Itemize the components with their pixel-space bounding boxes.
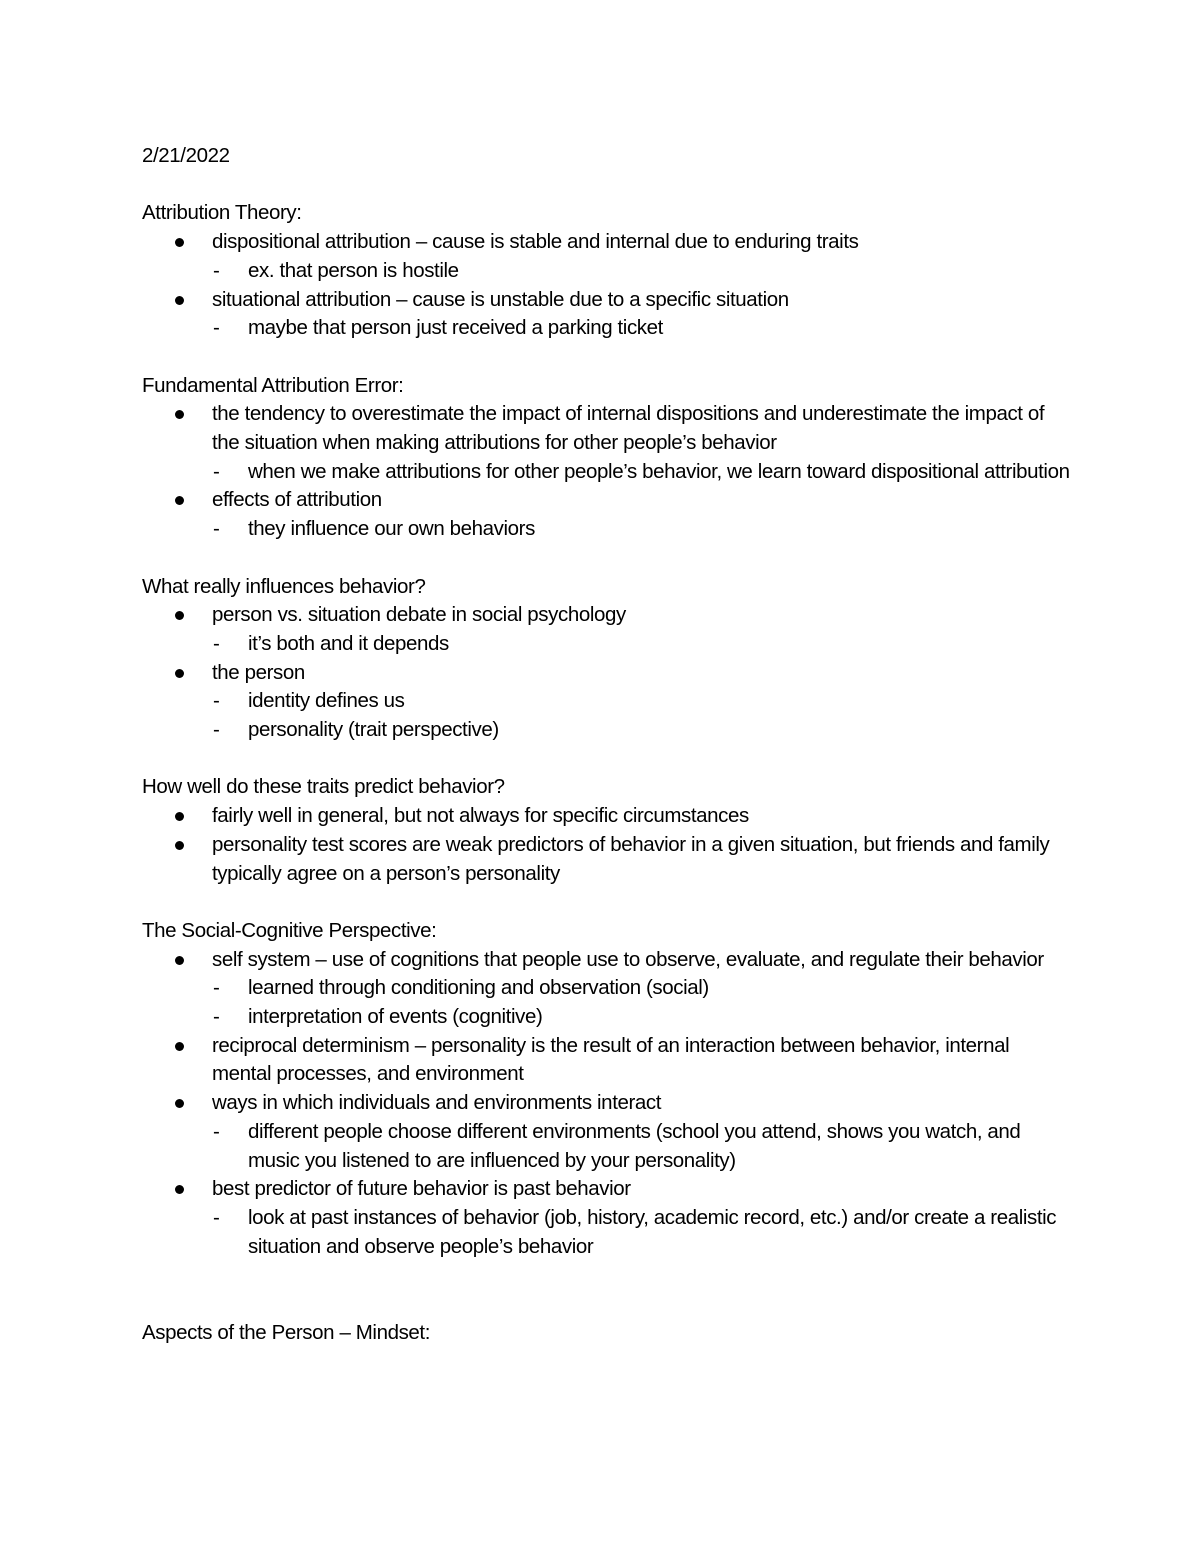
section-heading: What really influences behavior?	[142, 574, 426, 598]
bullet-list	[142, 802, 1072, 888]
section-fundamental-attribution-error	[142, 372, 1072, 544]
bullet-item	[142, 1032, 1072, 1089]
bullet-text: reciprocal determinism – personality is the result of an interaction between behavior, internal mental processes, and environment	[212, 1033, 1010, 1086]
bullet-item	[142, 1175, 1072, 1261]
sub-list	[212, 974, 1072, 1031]
sub-item: - maybe that person just received a parking ticket	[212, 314, 1072, 343]
sub-item: - interpretation of events (cognitive)	[212, 1003, 1072, 1032]
bullet-text: effects of attribution	[212, 488, 382, 512]
bullet-text: ways in which individuals and environments interact	[212, 1091, 662, 1115]
bullet-item	[142, 802, 1072, 831]
bullet-list	[142, 946, 1072, 1262]
bullet-item	[142, 601, 1072, 658]
bullet-text: situational attribution – cause is unstable due to a specific situation	[212, 287, 789, 311]
sub-list	[212, 1204, 1072, 1261]
document-date: 2/21/2022	[142, 144, 230, 167]
sub-item: - when we make attributions for other people’s behavior, we learn toward dispositional attribution	[212, 458, 1072, 487]
sub-list	[212, 1118, 1072, 1175]
section-heading: The Social-Cognitive Perspective:	[142, 918, 437, 942]
sub-item: - different people choose different environments (school you attend, shows you watch, and music you listened to are influenced by your personality)	[212, 1118, 1072, 1175]
sub-item: - identity defines us	[212, 687, 1072, 716]
sub-item: - look at past instances of behavior (job, history, academic record, etc.) and/or create a realistic situation and observe people’s behavior	[212, 1204, 1072, 1261]
bullet-list	[142, 400, 1072, 544]
bullet-item	[142, 1089, 1072, 1175]
sub-item: - learned through conditioning and observation (social)	[212, 974, 1072, 1003]
bullet-text: fairly well in general, but not always for specific circumstances	[212, 804, 749, 828]
sub-list	[212, 458, 1072, 487]
sub-item: - they influence our own behaviors	[212, 515, 1072, 544]
section-traits-predict-behavior	[142, 773, 1072, 888]
bullet-text: person vs. situation debate in social psychology	[212, 603, 626, 627]
bullet-list	[142, 601, 1072, 745]
sub-list	[212, 314, 1072, 343]
sub-item: - ex. that person is hostile	[212, 257, 1072, 286]
section-attribution-theory	[142, 199, 1072, 343]
bullet-item	[142, 946, 1072, 1032]
bullet-item	[142, 831, 1072, 888]
sub-list	[212, 687, 1072, 744]
bullet-item	[142, 400, 1072, 486]
section-heading: Fundamental Attribution Error:	[142, 373, 404, 397]
bullet-text: the tendency to overestimate the impact of internal dispositions and underestimate the impact of the situation when making attributions for other people’s behavior	[212, 402, 1045, 454]
sub-list	[212, 630, 1072, 659]
document-page	[142, 142, 1072, 1347]
bullet-item	[142, 659, 1072, 745]
section-social-cognitive-perspective	[142, 917, 1072, 1261]
section-heading: Attribution Theory:	[142, 201, 302, 225]
bullet-text: the person	[212, 660, 305, 684]
bullet-text: best predictor of future behavior is past behavior	[212, 1177, 631, 1201]
section-what-influences-behavior	[142, 573, 1072, 745]
section-aspects-of-person-mindset	[142, 1319, 1072, 1348]
bullet-item	[142, 286, 1072, 343]
bullet-text: personality test scores are weak predictors of behavior in a given situation, but friends and family typically agree on a person’s personality	[212, 832, 1050, 885]
sub-item: - it’s both and it depends	[212, 630, 1072, 659]
sub-list	[212, 257, 1072, 286]
section-heading: Aspects of the Person – Mindset:	[142, 1320, 431, 1344]
bullet-list	[142, 228, 1072, 343]
bullet-item	[142, 486, 1072, 543]
bullet-text: self system – use of cognitions that people use to observe, evaluate, and regulate their behavior	[212, 947, 1044, 971]
bullet-item	[142, 228, 1072, 285]
sub-item: - personality (trait perspective)	[212, 716, 1072, 745]
bullet-text: dispositional attribution – cause is stable and internal due to enduring traits	[212, 230, 859, 254]
section-heading: How well do these traits predict behavior?	[142, 775, 505, 799]
sub-list	[212, 515, 1072, 544]
